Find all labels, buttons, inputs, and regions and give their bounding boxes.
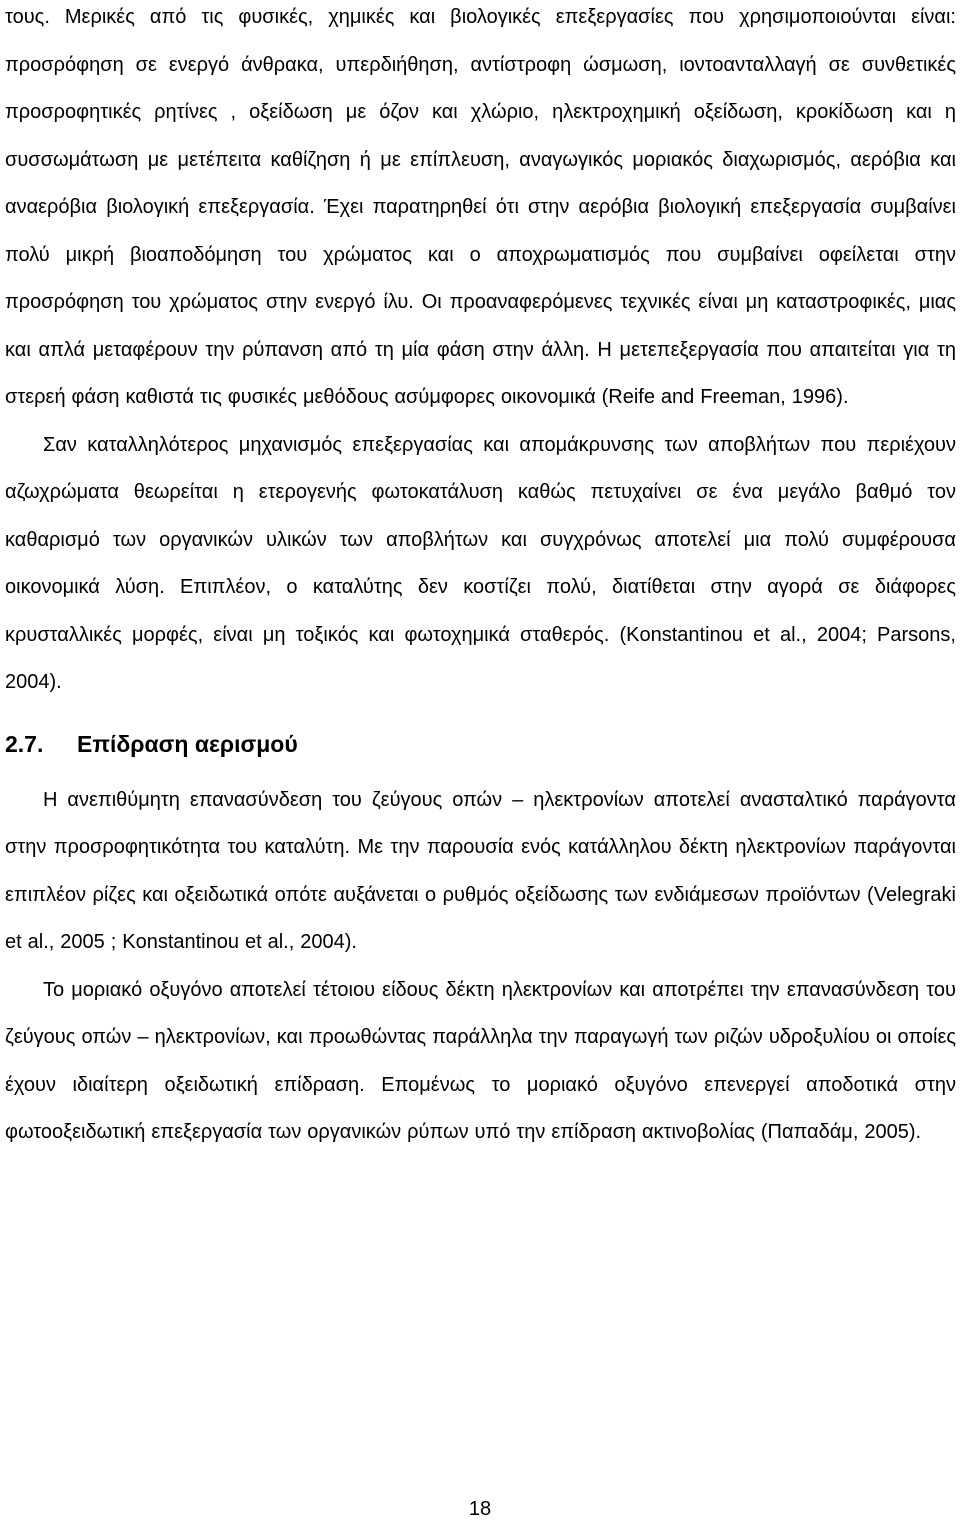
body-paragraph-3: Η ανεπιθύμητη επανασύνδεση του ζεύγους οπών – ηλεκτρονίων αποτελεί ανασταλτικό παράγοντα στην προσροφητικότητα του καταλύτη. Με την παρουσία ενός κατάλληλου δέκτη ηλεκτρονίων παράγονται επιπλέον ρίζες και οξειδωτικά οπότε αυξάνεται ο ρυθμός οξείδωσης των ενδιάμεσων προϊόντων (Velegraki et al., 2005 ; Konstantinou et al., 2004).: [5, 788, 956, 953]
section-title: Επίδραση αερισμού: [77, 731, 298, 757]
body-paragraph-1: τους. Μερικές από τις φυσικές, χημικές και βιολογικές επεξεργασίες που χρησιμοποιούνται είναι: προσρόφηση σε ενεργό άνθρακα, υπερδιήθηση, αντίστροφη ώσμωση, ιοντοανταλλαγή σε συνθετικές προσροφητικές ρητίνες , οξείδωση με όζον και χλώριο, ηλεκτροχημική οξείδωση, κροκίδωση και η συσσωμάτωση με μετέπειτα καθίζηση ή με επίπλευση, αναγωγικός μοριακός διαχωρισμός, αερόβια και αναερόβια βιολογική επεξεργασία. Έχει παρατηρηθεί ότι στην αερόβια βιολογική επεξεργασία συμβαίνει πολύ μικρή βιοαποδόμηση του χρώματος και ο αποχρωματισμός που συμβαίνει οφείλεται στην προσρόφηση του χρώματος στην ενεργό ίλυ. Οι προαναφερόμενες τεχνικές είναι μη καταστροφικές, μιας και απλά μεταφέρουν την ρύπανση από τη μία φάση στην άλλη. Η μετεπεξεργασία που απαιτείται για τη στερεή φάση καθιστά τις φυσικές μεθόδους ασύμφορες οικονομικά (Reife and Freeman, 1996).: [5, 6, 956, 408]
body-paragraph-2: Σαν καταλληλότερος μηχανισμός επεξεργασίας και απομάκρυνσης των αποβλήτων που περιέχουν αζωχρώματα θεωρείται η ετερογενής φωτοκατάλυση καθώς πετυχαίνει σε ένα μεγάλο βαθμό τον καθαρισμό των οργανικών υλικών των αποβλήτων και συγχρόνως αποτελεί μια πολύ συμφέρουσα οικονομικά λύση. Επιπλέον, ο καταλύτης δεν κοστίζει πολύ, διατίθεται στην αγορά σε διάφορες κρυσταλλικές μορφές, είναι μη τοξικός και φωτοχημικά σταθερός. (Konstantinou et al., 2004; Parsons, 2004).: [5, 433, 956, 693]
page-number: 18: [468, 1498, 492, 1520]
section-heading: [5, 725, 956, 765]
section-number: 2.7.: [5, 731, 44, 757]
body-paragraph-4: Το μοριακό οξυγόνο αποτελεί τέτοιου είδους δέκτη ηλεκτρονίων και αποτρέπει την επανασύνδεση του ζεύγους οπών – ηλεκτρονίων, και προωθώντας παράλληλα την παραγωγή των ριζών υδροξυλίου οι οποίες έχουν ιδιαίτερη οξειδωτική επίδραση. Επομένως το μοριακό οξυγόνο επενεργεί αποδοτικά στην φωτοοξειδωτική επεξεργασία των οργανικών ρύπων υπό την επίδραση ακτινοβολίας (Παπαδάμ, 2005).: [5, 978, 956, 1143]
document-page: [5, 0, 956, 1528]
